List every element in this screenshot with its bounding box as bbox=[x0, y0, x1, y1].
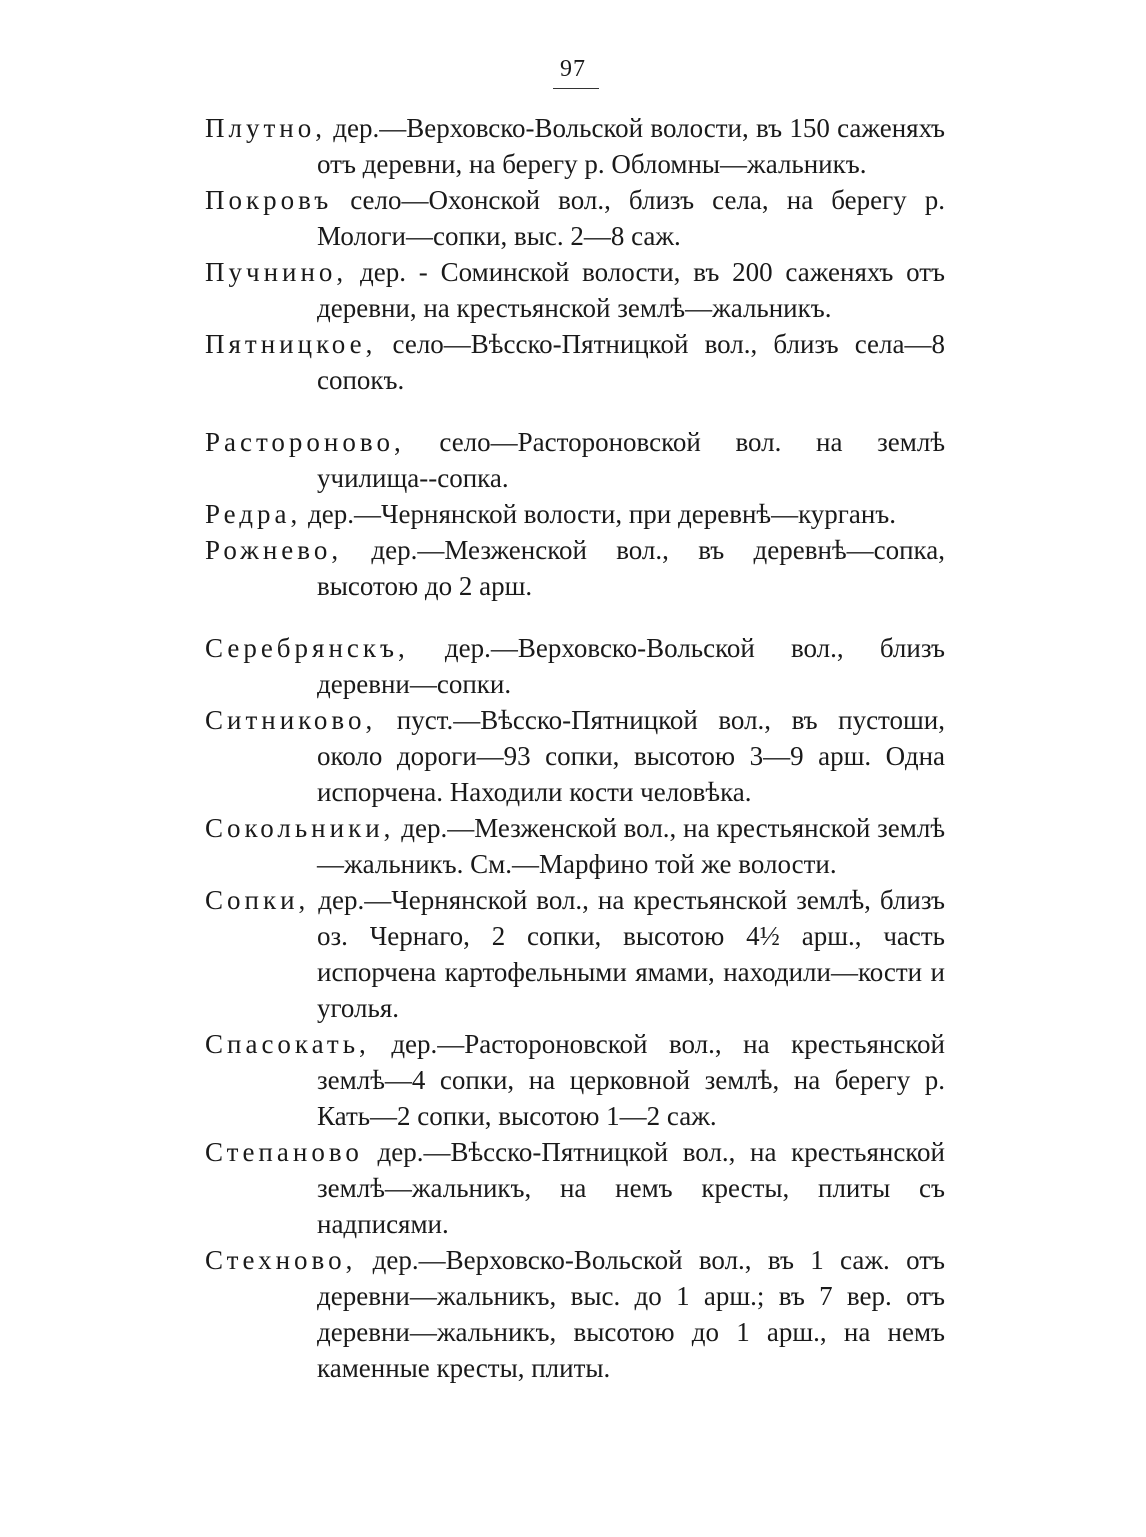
entry bbox=[205, 532, 945, 604]
entry-text: село—Охонской вол., близъ села, на берегу р. Мологи—сопки, выс. 2—8 саж. bbox=[317, 185, 945, 251]
entry bbox=[205, 1134, 945, 1242]
entry bbox=[205, 110, 945, 182]
entry-headword: Рожнево, bbox=[205, 535, 343, 565]
page-number: 97 bbox=[560, 56, 586, 82]
entry-headword: Покровъ bbox=[205, 185, 333, 215]
entry bbox=[205, 702, 945, 810]
entry-headword: Пучнино, bbox=[205, 257, 348, 287]
entry-text: дер.—Растороновской вол., на крестьянской землѣ—4 сопки, на церковной землѣ, на берегу р. Кать—2 сопки, высотою 1—2 саж. bbox=[317, 1029, 945, 1131]
entry bbox=[205, 882, 945, 1026]
entry-text: дер.—Верховско-Вольской волости, въ 150 саженяхъ отъ деревни, на берегу р. Обломны—жальникъ. bbox=[317, 113, 946, 179]
entry-headword: Пятницкое, bbox=[205, 329, 377, 359]
entry bbox=[205, 424, 945, 496]
entry-headword: Редра, bbox=[205, 499, 302, 529]
entry-text: село—Растороновской вол. на землѣ училища--сопка. bbox=[317, 427, 946, 493]
entry bbox=[205, 810, 945, 882]
entry-text: дер.—Чернянской волости, при деревнѣ—курганъ. bbox=[308, 499, 897, 529]
entry-text: дер. - Соминской волости, въ 200 саженяхъ отъ деревни, на крестьянской землѣ—жальникъ. bbox=[317, 257, 946, 323]
entry-headword: Ситниково, bbox=[205, 705, 377, 735]
entry-headword: Степаново bbox=[205, 1137, 363, 1167]
entry-headword: Серебрянскъ, bbox=[205, 633, 409, 663]
entry bbox=[205, 326, 945, 398]
entry-text: дер.—Чернянской вол., на крестьянской землѣ, близъ оз. Чернаго, 2 сопки, высотою 4½ арш., часть испорчена картофельными ямами, находили—кости и уголья. bbox=[317, 885, 945, 1023]
entry-text: дер.—Мезженской вол., на крестьянской землѣ—жальникъ. См.—Марфино той же волости. bbox=[317, 813, 946, 879]
entry bbox=[205, 1026, 945, 1134]
entry-headword: Растороново, bbox=[205, 427, 405, 457]
entry bbox=[205, 1242, 945, 1386]
entry-text: село—Вѣсско-Пятницкой вол., близъ села—8 сопокъ. bbox=[317, 329, 945, 395]
entry-text: дер.—Верховско-Вольской вол., въ 1 саж. отъ деревни—жальникъ, выс. до 1 арш.; въ 7 вер. отъ деревни—жальникъ, высотою до 1 арш., на немъ каменные кресты, плиты. bbox=[317, 1245, 945, 1383]
entry-text: пуст.—Вѣсско-Пятницкой вол., въ пустоши, около дороги—93 сопки, высотою 3—9 арш. Одна испорчена. Находили кости человѣка. bbox=[317, 705, 945, 807]
entry bbox=[205, 182, 945, 254]
entry-headword: Плутно, bbox=[205, 113, 326, 143]
entry-headword: Стехново, bbox=[205, 1245, 357, 1275]
entry-text: дер.—Мезженской вол., въ деревнѣ—сопка, высотою до 2 арш. bbox=[317, 535, 945, 601]
entry bbox=[205, 630, 945, 702]
entry bbox=[205, 254, 945, 326]
entry-headword: Спасокать, bbox=[205, 1029, 370, 1059]
page-number-rule bbox=[553, 88, 599, 89]
entry-text: дер.—Вѣсско-Пятницкой вол., на крестьянской землѣ—жальникъ, на немъ кресты, плиты съ надписями. bbox=[317, 1137, 946, 1239]
entry-headword: Сокольники, bbox=[205, 813, 395, 843]
entry-headword: Сопки, bbox=[205, 885, 310, 915]
entry-text: дер.—Верховско-Вольской вол., близъ деревни—сопки. bbox=[317, 633, 945, 699]
entry-list bbox=[205, 110, 945, 1386]
entry bbox=[205, 496, 945, 532]
